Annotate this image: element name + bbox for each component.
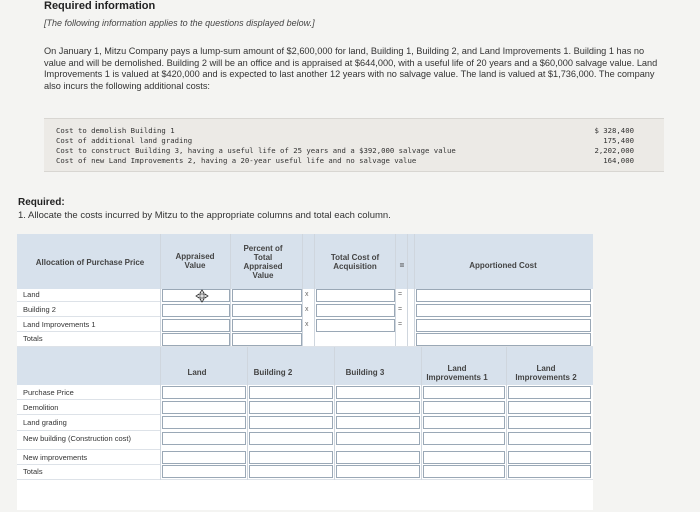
header-allocation: Allocation of Purchase Price [35,258,145,267]
appraised-value-totals-input[interactable] [162,333,230,346]
land-improvements2-new-improvements-input[interactable] [508,451,591,464]
total-cost-land-input[interactable] [316,289,395,302]
alloc-row-building2: Building 2 [23,305,56,314]
percent-land-improvements1-input[interactable] [232,319,302,332]
equals-sign: = [398,291,403,298]
land-improvements1-new-improvements-input[interactable] [423,451,505,464]
land-purchase-price-input[interactable] [162,386,246,399]
land-improvements1-totals-input[interactable] [423,465,505,478]
land-improvements2-demolition-input[interactable] [508,401,591,414]
percent-totals-input[interactable] [232,333,302,346]
cost-row-new-building: New building (Construction cost) [23,434,131,443]
header-building3: Building 3 [345,368,385,377]
times-sign: x [305,306,309,313]
cost-amount-building3: 2,202,000 [594,146,634,155]
info-note: [The following information applies to the questions displayed below.] [44,18,315,28]
cost-row-totals: Totals [23,467,43,476]
header-appraised-value: Appraised Value [175,252,215,270]
required-information-title: Required information [44,0,156,12]
percent-land-input[interactable] [232,289,302,302]
cost-row-purchase-price: Purchase Price [23,388,74,397]
land-improvements2-purchase-price-input[interactable] [508,386,591,399]
alloc-row-land-improvements1: Land Improvements 1 [23,320,96,329]
additional-costs-box [44,118,664,172]
building3-purchase-price-input[interactable] [336,386,420,399]
building3-totals-input[interactable] [336,465,420,478]
building3-demolition-input[interactable] [336,401,420,414]
land-improvements1-purchase-price-input[interactable] [423,386,505,399]
land-improvements1-demolition-input[interactable] [423,401,505,414]
building2-new-improvements-input[interactable] [249,451,333,464]
times-sign: x [305,291,309,298]
land-improvements1-new-building-input[interactable] [423,432,505,445]
land-improvements1-grading-input[interactable] [423,416,505,429]
header-land-improvements1: Land Improvements 1 [426,364,488,382]
cost-row-land-grading: Land grading [23,418,67,427]
times-sign: x [305,321,309,328]
header-equals: = [399,261,405,270]
apportioned-building2-input[interactable] [416,304,591,317]
building2-totals-input[interactable] [249,465,333,478]
total-cost-land-improvements1-input[interactable] [316,319,395,332]
land-improvements2-grading-input[interactable] [508,416,591,429]
alloc-row-land: Land [23,290,40,299]
header-building2: Building 2 [253,368,293,377]
cost-amount-demolish: $ 328,400 [594,126,634,135]
cost-amount-land-improvements2: 164,000 [603,156,634,165]
header-percent-total: Percent of Total Appraised Value [243,244,283,280]
building2-grading-input[interactable] [249,416,333,429]
land-improvements2-totals-input[interactable] [508,465,591,478]
land-new-building-input[interactable] [162,432,246,445]
cost-desc-building3: Cost to construct Building 3, having a useful life of 25 years and a $392,000 salvage value [56,146,456,155]
land-grading-input[interactable] [162,416,246,429]
alloc-row-totals: Totals [23,334,43,343]
allocation-worksheet [17,234,593,510]
header-total-cost: Total Cost of Acquisition [330,253,380,271]
building2-new-building-input[interactable] [249,432,333,445]
apportioned-land-input[interactable] [416,289,591,302]
move-cursor-icon [195,289,209,303]
header-apportioned-cost: Apportioned Cost [469,261,537,270]
building3-grading-input[interactable] [336,416,420,429]
cost-amount-grading: 175,400 [603,136,634,145]
equals-sign: = [398,306,403,313]
cost-row-new-improvements: New improvements [23,453,88,462]
land-new-improvements-input[interactable] [162,451,246,464]
cost-desc-grading: Cost of additional land grading [56,136,193,145]
land-improvements2-new-building-input[interactable] [508,432,591,445]
building3-new-improvements-input[interactable] [336,451,420,464]
header-land: Land [187,368,207,377]
appraised-value-land-improvements1-input[interactable] [162,319,230,332]
land-totals-input[interactable] [162,465,246,478]
problem-intro: On January 1, Mitzu Company pays a lump-sum amount of $2,600,000 for land, Building 1, Building 2, and Land Improvements 1. Building 1 has no value and will be demolished. Building 2 will be an office and is appraised at $644,000, with a useful life of 20 years and a $60,000 salvage value. Land Improvements 1 is valued at $420,000 and is expected to last another 12 years with no salvage value. The land is valued at $1,736,000. The company also incurs the following additional costs: [44,46,658,91]
header-land-improvements2: Land Improvements 2 [515,364,577,382]
land-demolition-input[interactable] [162,401,246,414]
cost-desc-demolish: Cost to demolish Building 1 [56,126,175,135]
total-cost-building2-input[interactable] [316,304,395,317]
appraised-value-building2-input[interactable] [162,304,230,317]
apportioned-totals-input[interactable] [416,333,591,346]
cost-row-demolition: Demolition [23,403,59,412]
building2-purchase-price-input[interactable] [249,386,333,399]
building2-demolition-input[interactable] [249,401,333,414]
cost-desc-land-improvements2: Cost of new Land Improvements 2, having a 20-year useful life and no salvage value [56,156,417,165]
required-text: 1. Allocate the costs incurred by Mitzu to the appropriate columns and total each column. [18,210,391,221]
equals-sign: = [398,321,403,328]
required-label: Required: [18,197,65,208]
apportioned-land-improvements1-input[interactable] [416,319,591,332]
percent-building2-input[interactable] [232,304,302,317]
building3-new-building-input[interactable] [336,432,420,445]
